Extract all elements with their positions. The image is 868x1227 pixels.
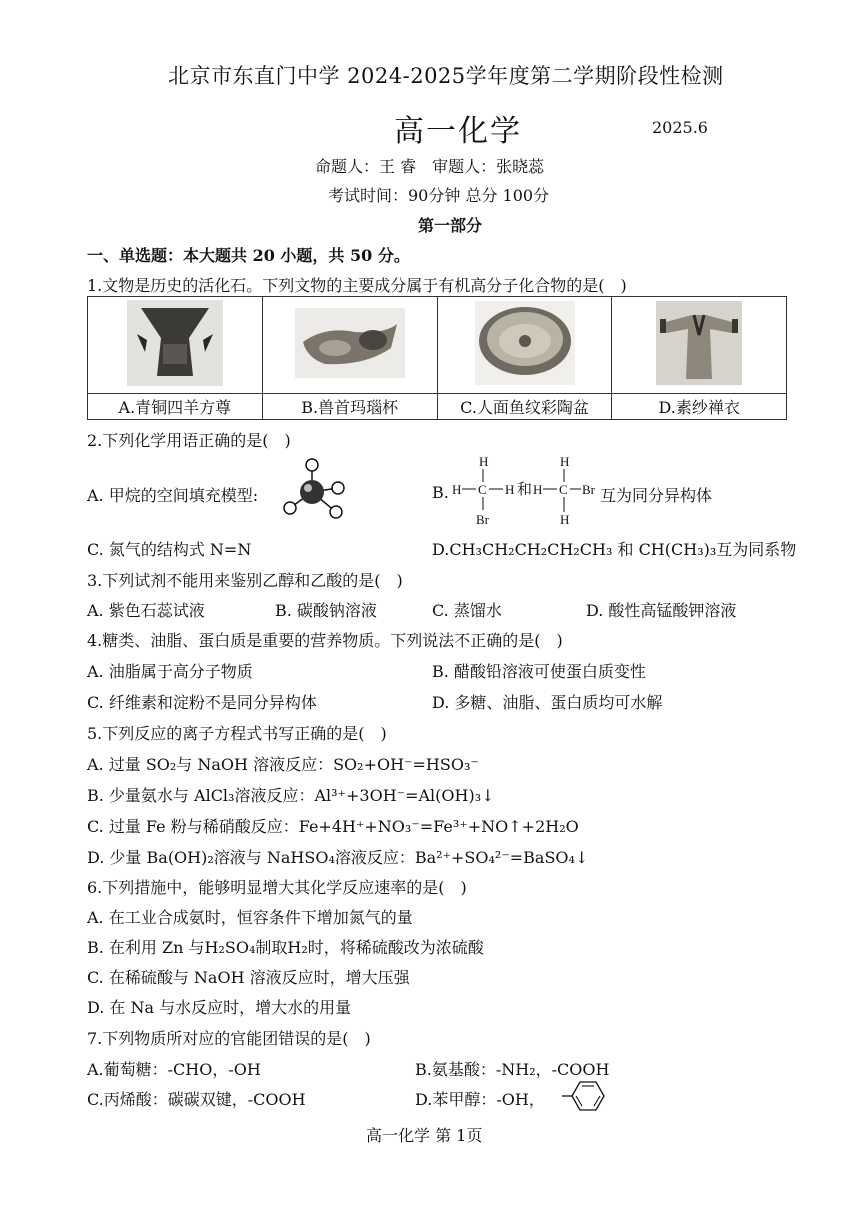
bronze-zun-image	[88, 297, 263, 394]
q3-stem: 3.下列试剂不能用来鉴别乙醇和乙酸的是( )	[87, 571, 403, 590]
q6-stem: 6.下列措施中，能够明显增大其化学反应速率的是( )	[87, 878, 467, 897]
q3-option-a: A. 紫色石蕊试液	[87, 601, 205, 620]
q7-option-d: D.苯甲醇：-OH，	[415, 1090, 545, 1109]
q5-stem: 5.下列反应的离子方程式书写正确的是( )	[87, 724, 387, 743]
q1-option-b: B.兽首玛瑙杯	[262, 394, 437, 420]
silk-robe-image	[612, 297, 787, 394]
formula-and: 和	[517, 482, 533, 498]
exam-date: 2025.6	[652, 118, 708, 137]
q1-options-table	[87, 296, 787, 420]
formula2-top-h: H	[560, 454, 570, 469]
agate-cup-image	[262, 297, 437, 394]
q2-option-c: C. 氮气的结构式 N=N	[87, 540, 252, 559]
q2-option-b-prefix: B.	[432, 483, 449, 502]
q7-option-a: A.葡萄糖：-CHO，-OH	[87, 1060, 261, 1079]
authors: 命题人：王 睿 审题人：张晓蕊	[315, 157, 545, 176]
formula1-bottom-br: Br	[476, 512, 489, 527]
q3-option-c: C. 蒸馏水	[432, 601, 502, 620]
formula2-right-br: Br	[582, 482, 595, 497]
q6-option-c: C. 在稀硫酸与 NaOH 溶液反应时，增大压强	[87, 968, 410, 987]
exam-title: 北京市东直门中学 2024-2025学年度第二学期阶段性检测	[168, 64, 724, 88]
q1-option-c: C.人面鱼纹彩陶盆	[437, 394, 612, 420]
q6-option-d: D. 在 Na 与水反应时，增大水的用量	[87, 998, 352, 1017]
formula2-bottom-h: H	[560, 512, 570, 527]
formula2-left-h: H	[533, 482, 543, 497]
exam-info: 考试时间：90分钟 总分 100分	[328, 186, 550, 205]
q5-option-a: A. 过量 SO₂与 NaOH 溶液反应：SO₂+OH⁻=HSO₃⁻	[87, 755, 479, 774]
q2-option-d: D.CH₃CH₂CH₂CH₂CH₃ 和 CH(CH₃)₃互为同系物	[432, 540, 797, 559]
q1-stem: 1.文物是历史的活化石。下列文物的主要成分属于有机高分子化合物的是( )	[87, 276, 627, 295]
structural-formula-pair	[450, 452, 600, 532]
section-heading: 一、单选题：本大题共 20 小题，共 50 分。	[87, 246, 410, 265]
q4-option-b: B. 醋酸铅溶液可使蛋白质变性	[432, 662, 646, 681]
q2-option-b-suffix: 互为同分异构体	[600, 486, 713, 505]
q5-option-c: C. 过量 Fe 粉与稀硝酸反应：Fe+4H⁺+NO₃⁻=Fe³⁺+NO↑+2H₂O	[87, 817, 579, 836]
formula1-center-c: C	[478, 482, 487, 497]
q5-option-b: B. 少量氨水与 AlCl₃溶液反应：Al³⁺+3OH⁻=Al(OH)₃↓	[87, 786, 495, 805]
page-footer: 高一化学 第 1页	[366, 1126, 483, 1145]
q4-option-a: A. 油脂属于高分子物质	[87, 662, 253, 681]
formula1-top-h: H	[479, 454, 489, 469]
benzene-ring-icon	[562, 1078, 606, 1114]
subject-title: 高一化学	[394, 114, 522, 149]
formula1-right-h: H	[505, 482, 515, 497]
q1-option-d: D.素纱禅衣	[612, 394, 787, 420]
part-heading: 第一部分	[418, 216, 483, 235]
q4-option-c: C. 纤维素和淀粉不是同分异构体	[87, 693, 317, 712]
q4-stem: 4.糖类、油脂、蛋白质是重要的营养物质。下列说法不正确的是( )	[87, 631, 563, 650]
q2-option-a: A. 甲烷的空间填充模型:	[87, 486, 259, 505]
q3-option-d: D. 酸性高锰酸钾溶液	[586, 601, 737, 620]
q6-option-b: B. 在利用 Zn 与H₂SO₄制取H₂时，将稀硫酸改为浓硫酸	[87, 938, 484, 957]
formula2-center-c: C	[559, 482, 568, 497]
painted-basin-image	[437, 297, 612, 394]
formula1-left-h: H	[452, 482, 462, 497]
q5-option-d: D. 少量 Ba(OH)₂溶液与 NaHSO₄溶液反应：Ba²⁺+SO₄²⁻=BaSO₄↓	[87, 848, 589, 867]
q1-option-a: A.青铜四羊方尊	[88, 394, 263, 420]
q7-stem: 7.下列物质所对应的官能团错误的是( )	[87, 1029, 371, 1048]
q2-stem: 2.下列化学用语正确的是( )	[87, 431, 291, 450]
q7-option-c: C.丙烯酸：碳碳双键，-COOH	[87, 1090, 306, 1109]
q7-option-b: B.氨基酸：-NH₂，-COOH	[415, 1060, 610, 1079]
q4-option-d: D. 多糖、油脂、蛋白质均可水解	[432, 693, 663, 712]
q6-option-a: A. 在工业合成氨时，恒容条件下增加氮气的量	[87, 908, 413, 927]
q3-option-b: B. 碳酸钠溶液	[275, 601, 377, 620]
methane-model-image	[278, 456, 348, 524]
